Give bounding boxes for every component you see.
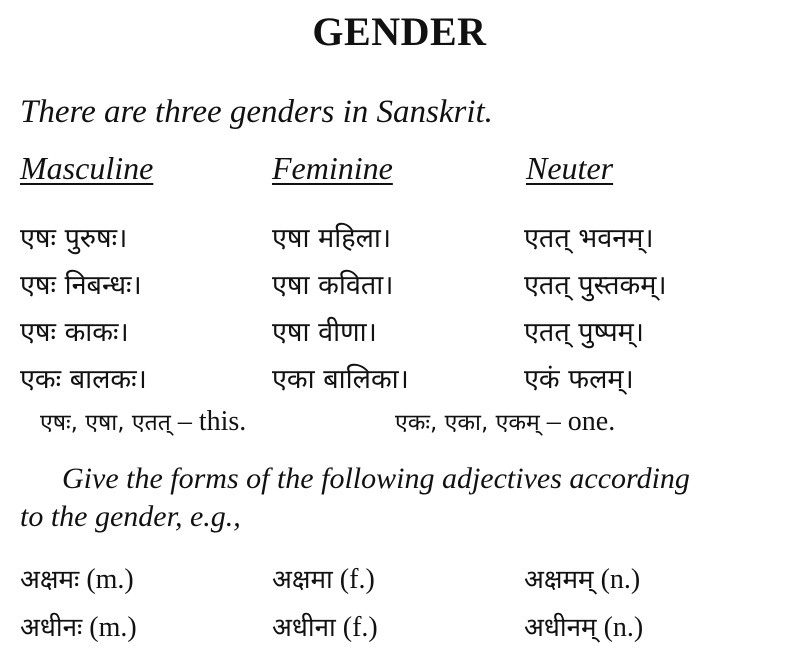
page-title: GENDER	[312, 9, 487, 54]
example-neuter-3: एतत् पुष्पम्।	[524, 317, 645, 348]
example-feminine-3: एषा वीणा।	[272, 317, 377, 348]
gloss-this-meaning: – this.	[170, 406, 247, 437]
gender-tag: (m.)	[82, 612, 137, 643]
gloss-one-meaning: – one.	[539, 406, 616, 437]
column-heading-feminine: Feminine	[272, 150, 393, 186]
adjective-word: अक्षमः	[20, 565, 80, 595]
example-neuter-2: एतत् पुस्तकम्।	[524, 270, 667, 301]
example-masculine-4: एकः बालकः।	[20, 364, 147, 395]
adjective-neuter-2	[524, 608, 643, 644]
adjective-masculine-1	[20, 560, 134, 596]
gender-tag: (n.)	[596, 612, 644, 643]
gender-tag: (m.)	[79, 564, 134, 595]
adjective-word: अक्षमा	[272, 565, 333, 595]
example-neuter-1: एतत् भवनम्।	[524, 223, 654, 254]
example-feminine-1: एषा महिला।	[272, 223, 392, 254]
instruction-line-2: to the gender, e.g.,	[20, 500, 241, 533]
example-masculine-2: एषः निबन्धः।	[20, 270, 142, 301]
gender-tag: (f.)	[332, 564, 375, 595]
adjective-word: अधीनः	[20, 613, 83, 643]
adjective-feminine-1	[272, 560, 375, 596]
instruction-line-1: Give the forms of the following adjectives according	[62, 462, 690, 495]
gender-tag: (n.)	[593, 564, 641, 595]
example-neuter-4: एकं फलम्।	[524, 364, 634, 395]
example-feminine-2: एषा कविता।	[272, 270, 394, 301]
adjective-masculine-2	[20, 608, 137, 644]
intro-sentence: There are three genders in Sanskrit.	[20, 94, 493, 130]
example-masculine-3: एषः काकः।	[20, 317, 129, 348]
adjective-word: अधीनम्	[524, 613, 597, 643]
gloss-this-forms: एषः, एषा, एतत्	[40, 410, 171, 436]
column-heading-neuter: Neuter	[526, 150, 614, 186]
adjective-neuter-1	[524, 560, 640, 596]
adjective-feminine-2	[272, 608, 378, 644]
gloss-one	[395, 405, 615, 438]
gender-tag: (f.)	[335, 612, 378, 643]
adjective-word: अक्षमम्	[524, 565, 594, 595]
column-heading-masculine: Masculine	[20, 150, 154, 186]
adjective-word: अधीना	[272, 613, 336, 643]
gloss-this	[40, 405, 246, 438]
gloss-one-forms: एकः, एका, एकम्	[395, 410, 540, 436]
example-feminine-4: एका बालिका।	[272, 364, 409, 395]
example-masculine-1: एषः पुरुषः।	[20, 223, 128, 254]
